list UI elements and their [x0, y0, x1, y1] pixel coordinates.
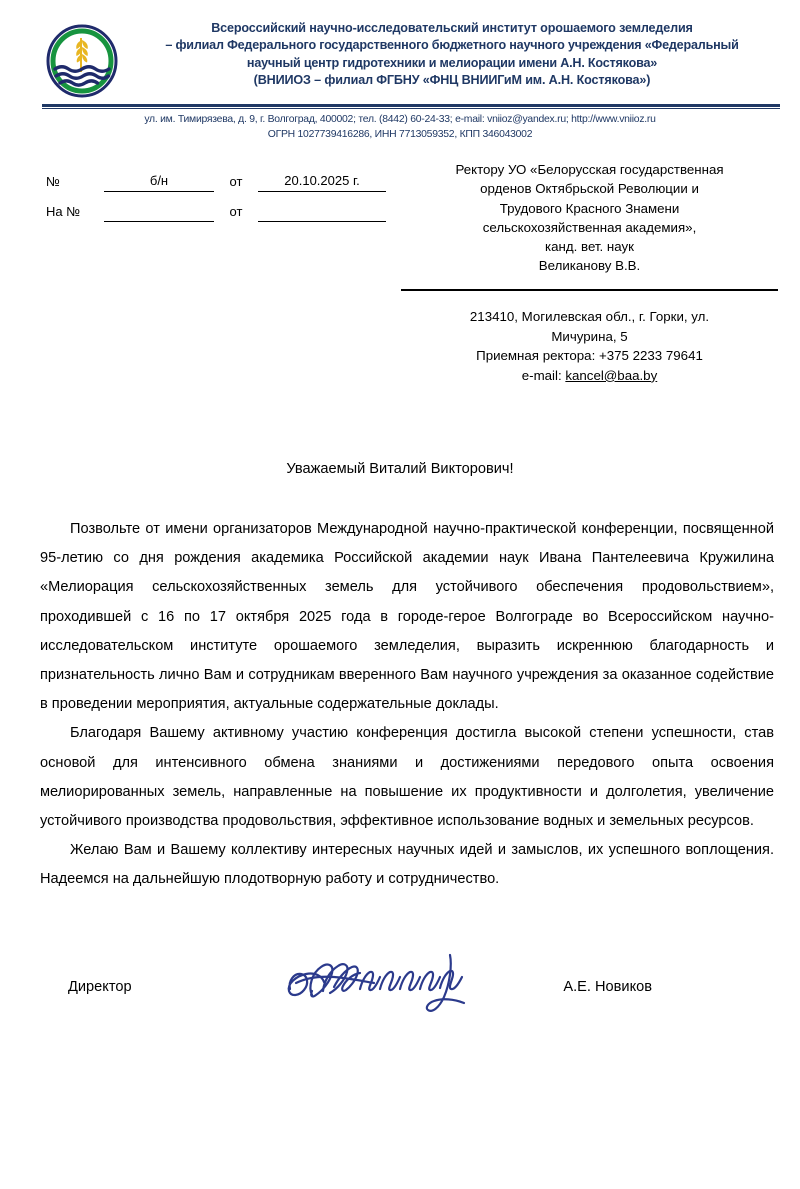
reference-row-outgoing — [46, 162, 401, 192]
signatory-title: Директор — [68, 978, 132, 995]
email-link[interactable]: kancel@baa.by — [565, 367, 658, 383]
recipient-address-block — [401, 291, 778, 385]
reply-date-value[interactable] — [258, 219, 386, 222]
vniioz-emblem-icon — [46, 24, 118, 98]
reference-number-value[interactable]: б/н — [104, 173, 214, 192]
signatory-name: А.Е. Новиков — [563, 978, 652, 995]
org-line-3: научный центр гидротехники и мелиорации имени А.Н. Костякова» — [246, 55, 658, 70]
contact-info — [0, 109, 800, 142]
letter-paragraph-2: Благодаря Вашему активному участию конференция достигла высокой степени успешности, став основой для интенсивного обмена знаниями и достижениями передового опыта освоения мелиорированных земель, направленные на повышение их продуктивности и долголетия, увеличение устойчивого производства продовольствия, эффективное использование водных и земельных ресурсов. — [40, 725, 774, 830]
addressee-column — [401, 158, 778, 385]
reference-date-value[interactable]: 20.10.2025 г. — [258, 173, 386, 192]
letter-paragraph-1: Позвольте от имени организаторов Международной научно-практической конференции, посвященной 95-летию со дня рождения академика Российской академии наук Ивана Пантелеевича Кружилина «Мелиорация сельскохозяйственных земель для устойчивого обеспечения продовольствием», проходившей с 16 по 17 октября 2025 года в городе-герое Волгограде во Всероссийском научно-исследовательском институте орошаемого земледелия, выразить искреннюю благодарность и признательность лично Вам и сотрудникам вверенного Вам научного учреждения за оказанное содействие в проведении мероприятия, актуальные содержательные доклады. — [40, 521, 774, 713]
addressee-line-4: сельскохозяйственная академия», — [482, 219, 697, 235]
handwritten-signature-icon — [282, 943, 512, 1021]
reference-number-label: № — [46, 174, 60, 190]
letter-body — [0, 515, 800, 895]
addressee-line-1: Ректору УО «Белорусская государственная — [455, 162, 724, 178]
reference-block — [46, 158, 401, 222]
reference-row-incoming — [46, 192, 401, 222]
signature-row — [0, 955, 800, 1029]
reference-date-label: от — [229, 174, 243, 190]
reference-and-addressee — [0, 142, 800, 385]
addressee-line-3: Трудового Красного Знамени — [499, 200, 680, 216]
organization-title-block — [124, 18, 778, 90]
addressee-block — [401, 160, 778, 275]
reply-date-label: от — [229, 204, 243, 220]
addressee-line-6: Великанову В.В. — [538, 258, 641, 274]
addressee-line-5: канд. вет. наук — [545, 239, 634, 254]
contact-address-line: ул. им. Тимирязева, д. 9, г. Волгоград, 400002; тел. (8442) 60-24-33; e-mail: vniioz@yandex.ru; http://www.vniioz.ru — [144, 114, 656, 125]
logo-container — [46, 18, 124, 98]
org-line-1: Всероссийский научно-исследовательский институт орошаемого земледелия — [211, 21, 693, 35]
contact-registry-line: ОГРН 1027739416286, ИНН 7713059352, КПП 346043002 — [267, 128, 533, 140]
recipient-email-line — [401, 366, 778, 385]
addressee-line-2: орденов Октябрьской Революции и — [480, 181, 699, 197]
email-label: e-mail: — [521, 367, 566, 383]
letter-paragraph-3: Желаю Вам и Вашему коллективу интересных научных идей и замыслов, их успешного воплощения. Надеемся на дальнейшую плодотворную работу и сотрудничество. — [40, 842, 774, 888]
reply-number-value[interactable] — [104, 219, 214, 222]
recipient-phone-line: Приемная ректора: +375 2233 79641 — [476, 348, 703, 364]
letterhead — [0, 0, 800, 98]
recipient-address-line-1: 213410, Могилевская обл., г. Горки, ул. — [469, 309, 710, 325]
org-line-4: (ВНИИОЗ – филиал ФГБНУ «ФНЦ ВНИИГиМ им. А.Н. Костякова») — [253, 73, 651, 88]
org-line-2: – филиал Федерального государственного бюджетного научного учреждения «Федеральный — [165, 38, 739, 53]
reply-number-label: На № — [46, 204, 81, 220]
salutation: Уважаемый Виталий Викторович! — [286, 461, 514, 478]
recipient-address-line-2: Мичурина, 5 — [551, 328, 628, 344]
signature-area — [132, 955, 564, 1029]
